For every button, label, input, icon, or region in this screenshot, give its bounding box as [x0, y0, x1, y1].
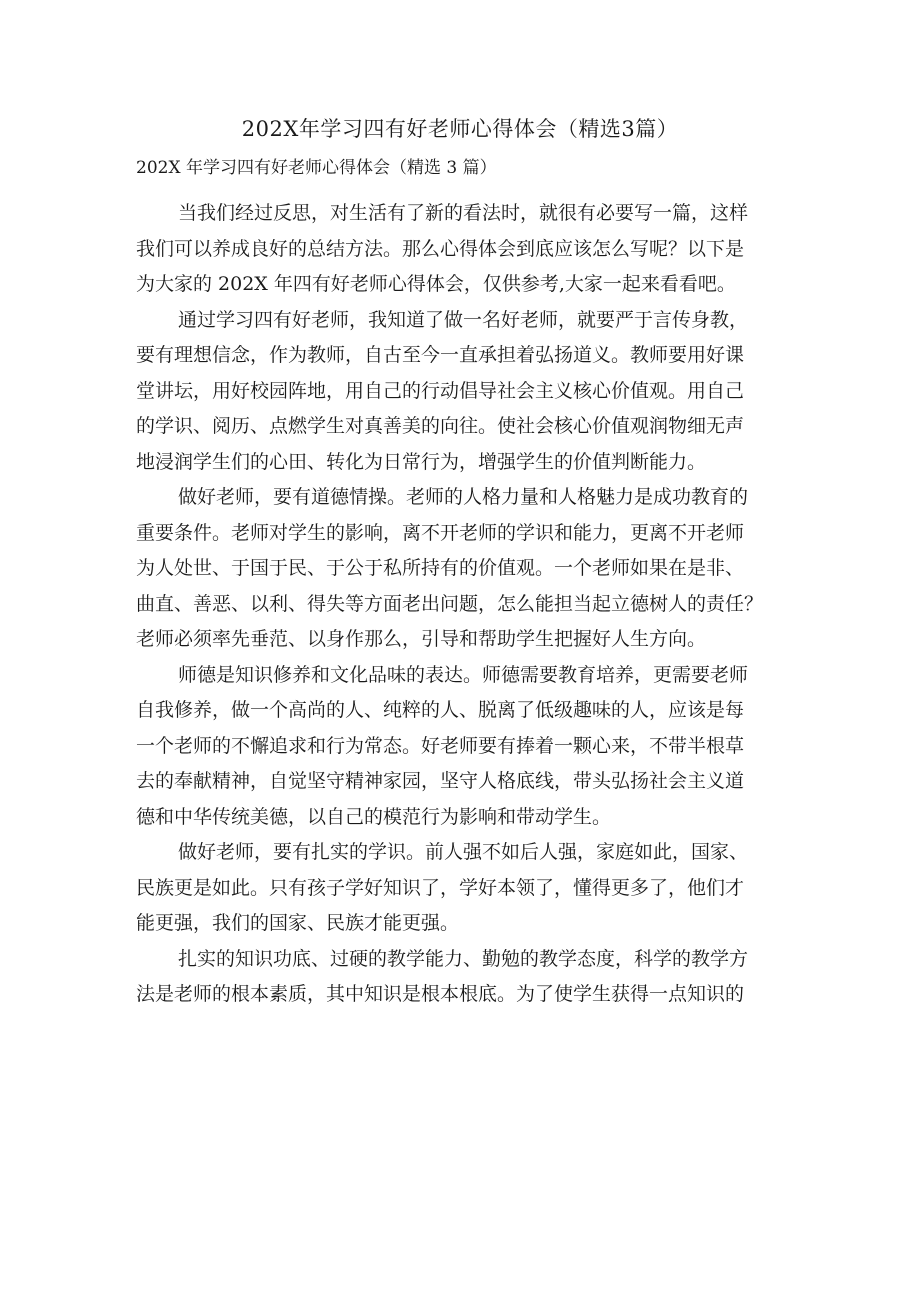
paragraph-line: 扎实的知识功底、过硬的教学能力、勤勉的教学态度，科学的教学方	[178, 947, 749, 970]
paragraph-line: 法是老师的根本素质，其中知识是根本根底。为了使学生获得一点知识的	[136, 983, 745, 1005]
paragraph-line: 我们可以养成良好的总结方法。那么心得体会到底应该怎么写呢？以下是	[136, 237, 745, 260]
paragraph	[136, 196, 786, 303]
paragraph-line: 地浸润学生们的心田、转化为日常行为，增强学生的价值判断能力。	[136, 450, 707, 473]
document-body	[136, 196, 786, 1013]
paragraph-line: 自我修养，做一个高尚的人、纯粹的人、脱离了低级趣味的人，应该是每	[136, 699, 745, 721]
paragraph-line: 要有理想信念，作为教师，自古至今一直承担着弘扬道义。教师要用好课	[136, 344, 745, 366]
paragraph-line: 去的奉献精神，自觉坚守精神家园，坚守人格底线，带头弘扬社会主义道	[136, 770, 745, 792]
paragraph-line: 堂讲坛，用好校园阵地，用自己的行动倡导社会主义核心价值观。用自己	[136, 379, 745, 402]
paragraph-line: 为大家的 202X 年四有好老师心得体会，仅供参考,大家一起来看看吧。	[136, 273, 736, 295]
paragraph-line: 做好老师，要有扎实的学识。前人强不如后人强，家庭如此，国家、	[178, 841, 749, 863]
paragraph-line: 民族更是如此。只有孩子学好知识了，学好本领了，懂得更多了，他们才	[136, 876, 745, 899]
paragraph-line: 老师必须率先垂范、以身作那么，引导和帮助学生把握好人生方向。	[136, 628, 707, 650]
paragraph	[136, 942, 786, 1013]
paragraph-line: 为人处世、于国于民、于公于私所持有的价值观。一个老师如果在是非、	[136, 557, 745, 579]
paragraph-line: 当我们经过反思，对生活有了新的看法时，就很有必要写一篇，这样	[178, 202, 749, 224]
paragraph	[136, 658, 786, 836]
paragraph-line: 师德是知识修养和文化品味的表达。师德需要教育培养，更需要老师	[178, 663, 749, 686]
document-subtitle: 202X 年学习四有好老师心得体会（精选 3 篇）	[136, 158, 497, 178]
paragraph-line: 通过学习四有好老师，我知道了做一名好老师，就要严于言传身教，	[178, 308, 749, 331]
paragraph-line: 做好老师，要有道德情操。老师的人格力量和人格魅力是成功教育的	[178, 486, 749, 508]
paragraph-line: 一个老师的不懈追求和行为常态。好老师要有捧着一颗心来，不带半根草	[136, 734, 745, 757]
paragraph-line: 能更强，我们的国家、民族才能更强。	[136, 912, 460, 934]
document-title: 202X年学习四有好老师心得体会（精选3篇）	[241, 117, 679, 141]
paragraph-line: 曲直、善恶、以利、得失等方面老出问题，怎么能担当起立德树人的责任？	[136, 592, 764, 615]
paragraph-line: 德和中华传统美德，以自己的模范行为影响和带动学生。	[136, 805, 612, 828]
paragraph	[136, 480, 786, 658]
paragraph	[136, 835, 786, 942]
paragraph	[136, 303, 786, 481]
paragraph-line: 的学识、阅历、点燃学生对真善美的向往。使社会核心价值观润物细无声	[136, 415, 745, 437]
paragraph-line: 重要条件。老师对学生的影响，离不开老师的学识和能力，更离不开老师	[136, 521, 745, 544]
